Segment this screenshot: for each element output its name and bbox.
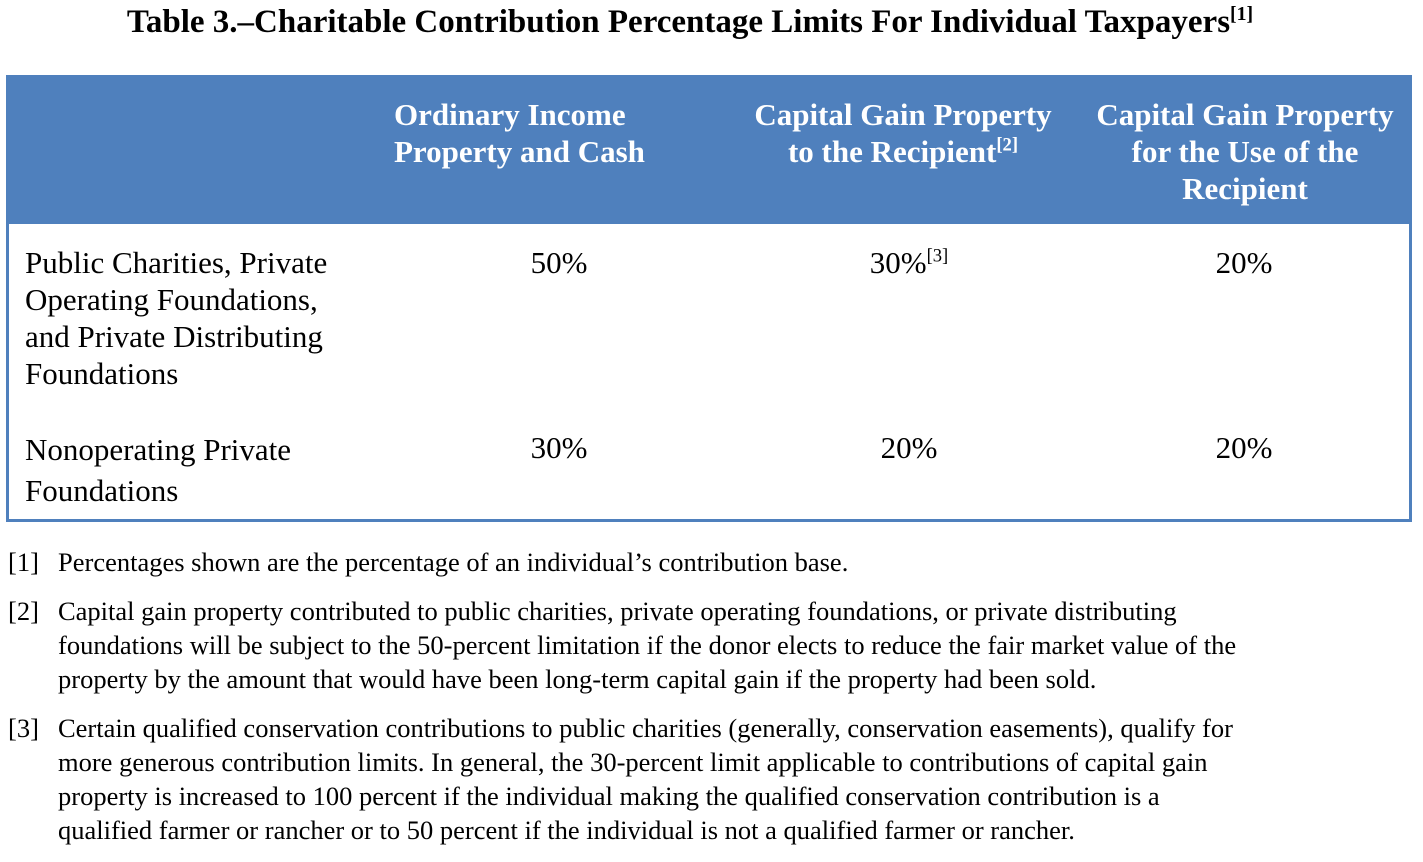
footnote-number: [3] [8, 713, 39, 743]
cell-value [799, 244, 1019, 281]
footnote-line: property is increased to 100 percent if the individual making the qualified conservation contribution is a [58, 781, 1160, 811]
header-capital-gain-for-use [1085, 96, 1405, 207]
cell-value [1134, 244, 1354, 281]
row-label-line: Public Charities, Private [25, 245, 328, 280]
footnote-number: [1] [8, 547, 39, 577]
cell-value-text: 20% [1215, 245, 1273, 280]
header-line: Recipient [1182, 171, 1308, 206]
footnote-line: more generous contribution limits. In general, the 30-percent limit applicable to contributions of capital gain [58, 747, 1208, 777]
cell-value-text: 20% [880, 430, 938, 465]
footnote-line: foundations will be subject to the 50-percent limitation if the donor elects to reduce the fair market value of the [58, 630, 1237, 660]
header-line: for the Use of the [1131, 134, 1359, 169]
footnote-line: qualified farmer or rancher or to 50 percent if the individual is not a qualified farmer or rancher. [58, 815, 1075, 845]
table-title-text: Table 3.–Charitable Contribution Percentage Limits For Individual Taxpayers [126, 4, 1231, 40]
row-label-line: Foundations [25, 473, 179, 508]
table-header [9, 78, 1409, 224]
header-capital-gain-to-recipient [743, 96, 1063, 170]
footnote-line: property by the amount that would have been long-term capital gain if the property had been sold. [58, 664, 1097, 694]
footnotes [8, 545, 1418, 862]
cell-value [799, 429, 1019, 466]
footnote-line: Percentages shown are the percentage of an individual’s contribution base. [58, 547, 849, 577]
row-label [25, 429, 355, 511]
row-label-line: and Private Distributing [25, 319, 323, 354]
cell-value-text: 20% [1215, 430, 1273, 465]
header-ordinary-income [394, 96, 674, 170]
title-footnote-ref: [1] [1230, 3, 1254, 25]
cell-value-text: 30% [530, 430, 588, 465]
cell-value-text: 50% [530, 245, 588, 280]
footnote-2 [8, 594, 1418, 696]
footnote-1 [8, 545, 1418, 579]
cell-value [449, 429, 669, 466]
footnote-line: Capital gain property contributed to public charities, private operating foundations, or private distributing [58, 596, 1177, 626]
cell-value-text: 30% [869, 245, 927, 280]
cell-value [1134, 429, 1354, 466]
header-footnote-ref: [2] [996, 134, 1019, 156]
footnote-number: [2] [8, 596, 39, 626]
cell-footnote-ref: [3] [926, 245, 949, 267]
header-line: Capital Gain Property [1096, 97, 1394, 132]
header-line: Ordinary Income [394, 97, 626, 132]
footnote-3 [8, 711, 1418, 847]
header-line: to the Recipient [787, 134, 997, 169]
row-label-line: Operating Foundations, [25, 282, 318, 317]
row-label-line: Foundations [25, 356, 179, 391]
cell-value [449, 244, 669, 281]
contribution-limits-table [6, 75, 1412, 522]
header-line: Property and Cash [394, 134, 645, 169]
row-label [25, 244, 355, 392]
header-line: Capital Gain Property [754, 97, 1052, 132]
row-label-line: Nonoperating Private [25, 432, 292, 467]
footnote-line: Certain qualified conservation contributions to public charities (generally, conservation easements), qualify for [58, 713, 1233, 743]
table-title [0, 2, 1380, 42]
